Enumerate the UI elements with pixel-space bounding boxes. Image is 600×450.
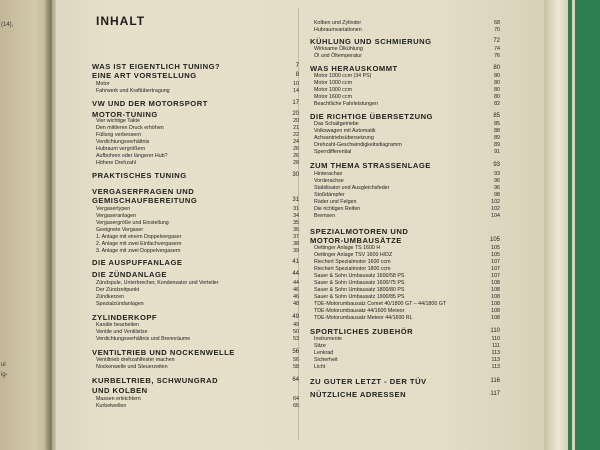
toc-entry: Lenkrad xyxy=(314,350,334,356)
toc-page-number: 20 xyxy=(292,111,299,117)
toc-page-number: 64 xyxy=(292,377,299,383)
toc-page-number: 20 xyxy=(293,118,299,124)
toc-page-number: 41 xyxy=(292,259,299,265)
toc-entry: Vergaseranlagen xyxy=(96,213,137,219)
toc-page-number: 102 xyxy=(491,206,500,212)
toc-entry: Sitze xyxy=(314,343,326,349)
toc-entry: Stabilisator und Ausgleichsfeder xyxy=(314,185,390,191)
toc-entry: Zündkerzen xyxy=(96,294,124,300)
toc-entry: Hubraumvariationen xyxy=(314,27,362,33)
toc-entry: Riechert Spezialmotor 1600 ccm xyxy=(314,259,391,265)
toc-page-number: 91 xyxy=(494,149,500,155)
toc-heading: GEMISCHAUFBEREITUNG xyxy=(92,196,198,205)
toc-entry: 1. Anlage mit einem Doppelvergaser xyxy=(96,234,182,240)
toc-entry: Volkswagen mit Automatik xyxy=(314,128,376,134)
toc-entry: Licht xyxy=(314,364,326,370)
book-spine-shadow xyxy=(44,0,56,450)
toc-entry: Öl und Öltemperatur xyxy=(314,53,362,59)
toc-entry: TDE-Motorumbausatz 44/1600 Meteor xyxy=(314,308,405,314)
toc-page-number: 108 xyxy=(491,308,500,314)
toc-heading: SPEZIALMOTOREN UND xyxy=(310,227,409,236)
toc-page-number: 85 xyxy=(494,121,500,127)
toc-entry: Sauer & Sohn Umbausatz 1800/80 PS xyxy=(314,287,405,293)
toc-heading: MOTOR-UMBAUSÄTZE xyxy=(310,236,402,245)
toc-page-number: 104 xyxy=(491,213,500,219)
page-stack xyxy=(544,0,568,450)
toc-page-number: 70 xyxy=(494,27,500,33)
toc-page-number: 93 xyxy=(493,162,500,168)
toc-page-number: 96 xyxy=(494,178,500,184)
toc-entry: Hubraum vergrößern xyxy=(96,146,146,152)
toc-heading: ZU GUTER LETZT - DER TÜV xyxy=(310,377,427,386)
toc-page-number: 107 xyxy=(491,266,500,272)
toc-entry: Zündspule, Unterbrecher, Kondensator und Verteiler xyxy=(96,280,219,286)
toc-entry: Geeignete Vergaser xyxy=(96,227,144,233)
toc-page-number: 64 xyxy=(293,396,299,402)
toc-page-number: 80 xyxy=(494,80,500,86)
cover-stripe xyxy=(572,0,575,450)
toc-entry: Motor 1000 ccm xyxy=(314,87,352,93)
left-page xyxy=(0,0,50,450)
toc-entry: Nockenwelle und Steuerzeiten xyxy=(96,364,168,370)
toc-heading: DIE RICHTIGE ÜBERSETZUNG xyxy=(310,112,433,121)
toc-heading: UND KOLBEN xyxy=(92,386,148,395)
book-cover-edge xyxy=(544,0,600,450)
toc-heading: KURBELTRIEB, SCHWUNGRAD xyxy=(92,376,219,385)
toc-entry: 3. Anlage mit zwei Doppelvergasern xyxy=(96,248,181,254)
toc-page-number: 89 xyxy=(494,135,500,141)
toc-page-number: 108 xyxy=(491,301,500,307)
toc-page-number: 89 xyxy=(494,142,500,148)
toc-heading: EINE ART VORSTELLUNG xyxy=(92,71,197,80)
toc-entry: Vergasergröße und Einstellung xyxy=(96,220,169,226)
toc-entry: Motor 1600 ccm xyxy=(314,94,352,100)
toc-page-number: 24 xyxy=(293,139,299,145)
toc-page-number: 108 xyxy=(491,287,500,293)
left-page-fragment: ul xyxy=(1,362,6,368)
toc-entry: Sicherheit xyxy=(314,357,338,363)
toc-entry: Höhere Drehzahl xyxy=(96,160,137,166)
toc-page-number: 108 xyxy=(491,294,500,300)
toc-entry: Vorderachse xyxy=(314,178,344,184)
toc-page-number: 76 xyxy=(494,53,500,59)
toc-heading: VERGASERFRAGEN UND xyxy=(92,187,195,196)
toc-page-number: 22 xyxy=(293,132,299,138)
toc-entry: Verdichtungsverhältnis xyxy=(96,139,150,145)
toc-entry: Sauer & Sohn Umbausatz 1600/75 PS xyxy=(314,280,405,286)
left-page-fragment: ig- xyxy=(1,372,8,378)
toc-entry: Räder und Felgen xyxy=(314,199,357,205)
toc-entry: Aufbohren oder längerer Hub? xyxy=(96,153,168,159)
toc-page-number: 108 xyxy=(491,315,500,321)
toc-entry: Verdichtungsverhältnis und Brennräume xyxy=(96,336,191,342)
toc-entry: Wirksame Ölkühlung xyxy=(314,46,363,52)
toc-page-number: 88 xyxy=(494,128,500,134)
toc-page-number: 105 xyxy=(489,237,500,243)
toc-page-number: 50 xyxy=(293,329,299,335)
toc-page-number: 49 xyxy=(292,314,299,320)
toc-entry: Oettinger Anlage TSV 1600 H/DZ xyxy=(314,252,393,258)
toc-heading: MOTOR-TUNING xyxy=(92,110,158,119)
toc-entry: Spezialzündanlagen xyxy=(96,301,144,307)
toc-page-number: 46 xyxy=(293,287,299,293)
toc-page-number: 110 xyxy=(490,328,500,334)
toc-page-number: 31 xyxy=(293,206,299,212)
toc-page-number: 14 xyxy=(293,88,299,94)
toc-page-number: 34 xyxy=(293,213,299,219)
toc-entry: Sperrdifferential xyxy=(314,149,352,155)
toc-entry: Sauer & Sohn Umbausatz 1600/58 PS xyxy=(314,273,405,279)
toc-page-number: 117 xyxy=(490,391,500,397)
toc-heading: NÜTZLICHE ADRESSEN xyxy=(310,390,407,399)
left-page-fragment: (14), xyxy=(1,22,14,28)
toc-entry: Kolben und Zylinder xyxy=(314,20,362,26)
toc-page-number: 80 xyxy=(494,73,500,79)
toc-heading: VW UND DER MOTORSPORT xyxy=(92,99,208,108)
toc-page-number: 37 xyxy=(293,234,299,240)
toc-page-number: 48 xyxy=(293,301,299,307)
toc-entry: Motor xyxy=(96,81,110,87)
toc-entry: Kurbelwellen xyxy=(96,403,127,409)
toc-entry: Füllung verbessern xyxy=(96,132,142,138)
toc-entry: Beachtliche Fahrleistungen xyxy=(314,101,378,107)
toc-page-number: 68 xyxy=(494,20,500,26)
toc-entry: Den mittleren Druck erhöhen xyxy=(96,125,164,131)
toc-page-number: 26 xyxy=(293,153,299,159)
page-title: INHALT xyxy=(96,14,146,28)
toc-page-number: 44 xyxy=(292,271,299,277)
toc-entry: Kanäle bearbeiten xyxy=(96,322,139,328)
toc-page-number: 26 xyxy=(293,146,299,152)
toc-page-number: 107 xyxy=(491,273,500,279)
toc-page-number: 7 xyxy=(295,63,299,69)
toc-page-number: 38 xyxy=(293,241,299,247)
toc-heading: WAS IST EIGENTLICH TUNING? xyxy=(92,62,221,71)
toc-entry: Vergasertypen xyxy=(96,206,131,212)
toc-page-number: 56 xyxy=(292,349,299,355)
toc-entry: Sauer & Sohn Umbausatz 1900/85 PS xyxy=(314,294,405,300)
toc-page-number: 49 xyxy=(293,322,299,328)
toc-page-number: 113 xyxy=(491,350,500,356)
toc-page-number: 111 xyxy=(491,343,500,349)
toc-page-number: 8 xyxy=(295,72,299,78)
toc-page-number: 102 xyxy=(491,199,500,205)
toc-page-number: 82 xyxy=(494,101,500,107)
toc-entry: Motor 1000 ccm xyxy=(314,80,352,86)
toc-page-number: 98 xyxy=(494,192,500,198)
toc-entry: Ventile und Ventilsitze xyxy=(96,329,148,335)
toc-entry: Das Schaltgetriebe xyxy=(314,121,359,127)
toc-entry: TDE-Motorumbausatz Comet 40/1800 GT – 44/1800 GT xyxy=(314,301,447,307)
toc-page-number: 21 xyxy=(293,125,299,131)
toc-page-number: 113 xyxy=(491,357,500,363)
toc-heading: PRAKTISCHES TUNING xyxy=(92,171,187,180)
toc-entry: Riechert Spezialmotor 1800 ccm xyxy=(314,266,391,272)
toc-page-number: 72 xyxy=(493,38,500,44)
toc-page-number: 96 xyxy=(494,185,500,191)
toc-entry: Vier wichtige Takte xyxy=(96,118,140,124)
toc-page-number: 53 xyxy=(293,336,299,342)
toc-page-number: 56 xyxy=(293,357,299,363)
toc-page-number: 93 xyxy=(494,171,500,177)
toc-page-number: 80 xyxy=(494,94,500,100)
toc-heading: SPORTLICHES ZUBEHÖR xyxy=(310,327,414,336)
toc-entry: Instrumente xyxy=(314,336,342,342)
toc-page-number: 80 xyxy=(493,65,500,71)
toc-entry: Oettinger Anlage TS 1600 H xyxy=(314,245,381,251)
toc-page-number: 28 xyxy=(293,160,299,166)
toc-entry: Massen erleichtern xyxy=(96,396,141,402)
toc-entry: Ventiltrieb drehzahlfester machen xyxy=(96,357,175,363)
toc-page-number: 113 xyxy=(491,364,500,370)
toc-heading: DIE AUSPUFFANLAGE xyxy=(92,258,183,267)
toc-page-number: 46 xyxy=(293,294,299,300)
toc-page-number: 66 xyxy=(293,403,299,409)
toc-page-number: 107 xyxy=(491,259,500,265)
toc-entry: Bremsen xyxy=(314,213,336,219)
toc-entry: 2. Anlage mit zwei Einfachvergasern xyxy=(96,241,182,247)
toc-page-number: 17 xyxy=(292,100,299,106)
toc-heading: VENTILTRIEB UND NOCKENWELLE xyxy=(92,348,235,357)
toc-heading: ZUM THEMA STRASSENLAGE xyxy=(310,161,431,170)
toc-page-number: 80 xyxy=(494,87,500,93)
toc-page-number: 30 xyxy=(292,172,299,178)
toc-page-number: 108 xyxy=(491,280,500,286)
toc-page-number: 74 xyxy=(494,46,500,52)
toc-heading: WAS HERAUSKOMMT xyxy=(310,64,398,73)
toc-page-number: 58 xyxy=(293,364,299,370)
toc-entry: Der Zündzeitpunkt xyxy=(96,287,140,293)
toc-entry: Die richtigen Reifen xyxy=(314,206,361,212)
toc-page-number: 44 xyxy=(293,280,299,286)
toc-entry: Fahrwerk und Kraftübertragung xyxy=(96,88,170,94)
toc-page-number: 10 xyxy=(293,81,299,87)
toc-entry: TDE-Motorumbausatz Meteor 44/1600 RL xyxy=(314,315,413,321)
toc-page-number: 31 xyxy=(292,197,299,203)
toc-heading: KÜHLUNG UND SCHMIERUNG xyxy=(310,37,432,46)
toc-page-number: 110 xyxy=(491,336,500,342)
toc-entry: Motor 1000 ccm (34 PS) xyxy=(314,73,372,79)
toc-entry: Stoßdämpfer xyxy=(314,192,345,198)
toc-page-number: 105 xyxy=(491,245,500,251)
toc-entry: Drehzahl-Geschwindigkeitsdiagramm xyxy=(314,142,402,148)
toc-page-number: 39 xyxy=(293,248,299,254)
toc-page-number: 116 xyxy=(490,378,500,384)
toc-heading: ZYLINDERKOPF xyxy=(92,313,158,322)
toc-heading: DIE ZÜNDANLAGE xyxy=(92,270,167,279)
toc-page-number: 85 xyxy=(493,113,500,119)
toc-page-number: 36 xyxy=(293,227,299,233)
toc-entry: Hinterachse xyxy=(314,171,343,177)
toc-entry: Achsantriebsübersetzung xyxy=(314,135,374,141)
toc-page-number: 35 xyxy=(293,220,299,226)
toc-page-number: 105 xyxy=(491,252,500,258)
